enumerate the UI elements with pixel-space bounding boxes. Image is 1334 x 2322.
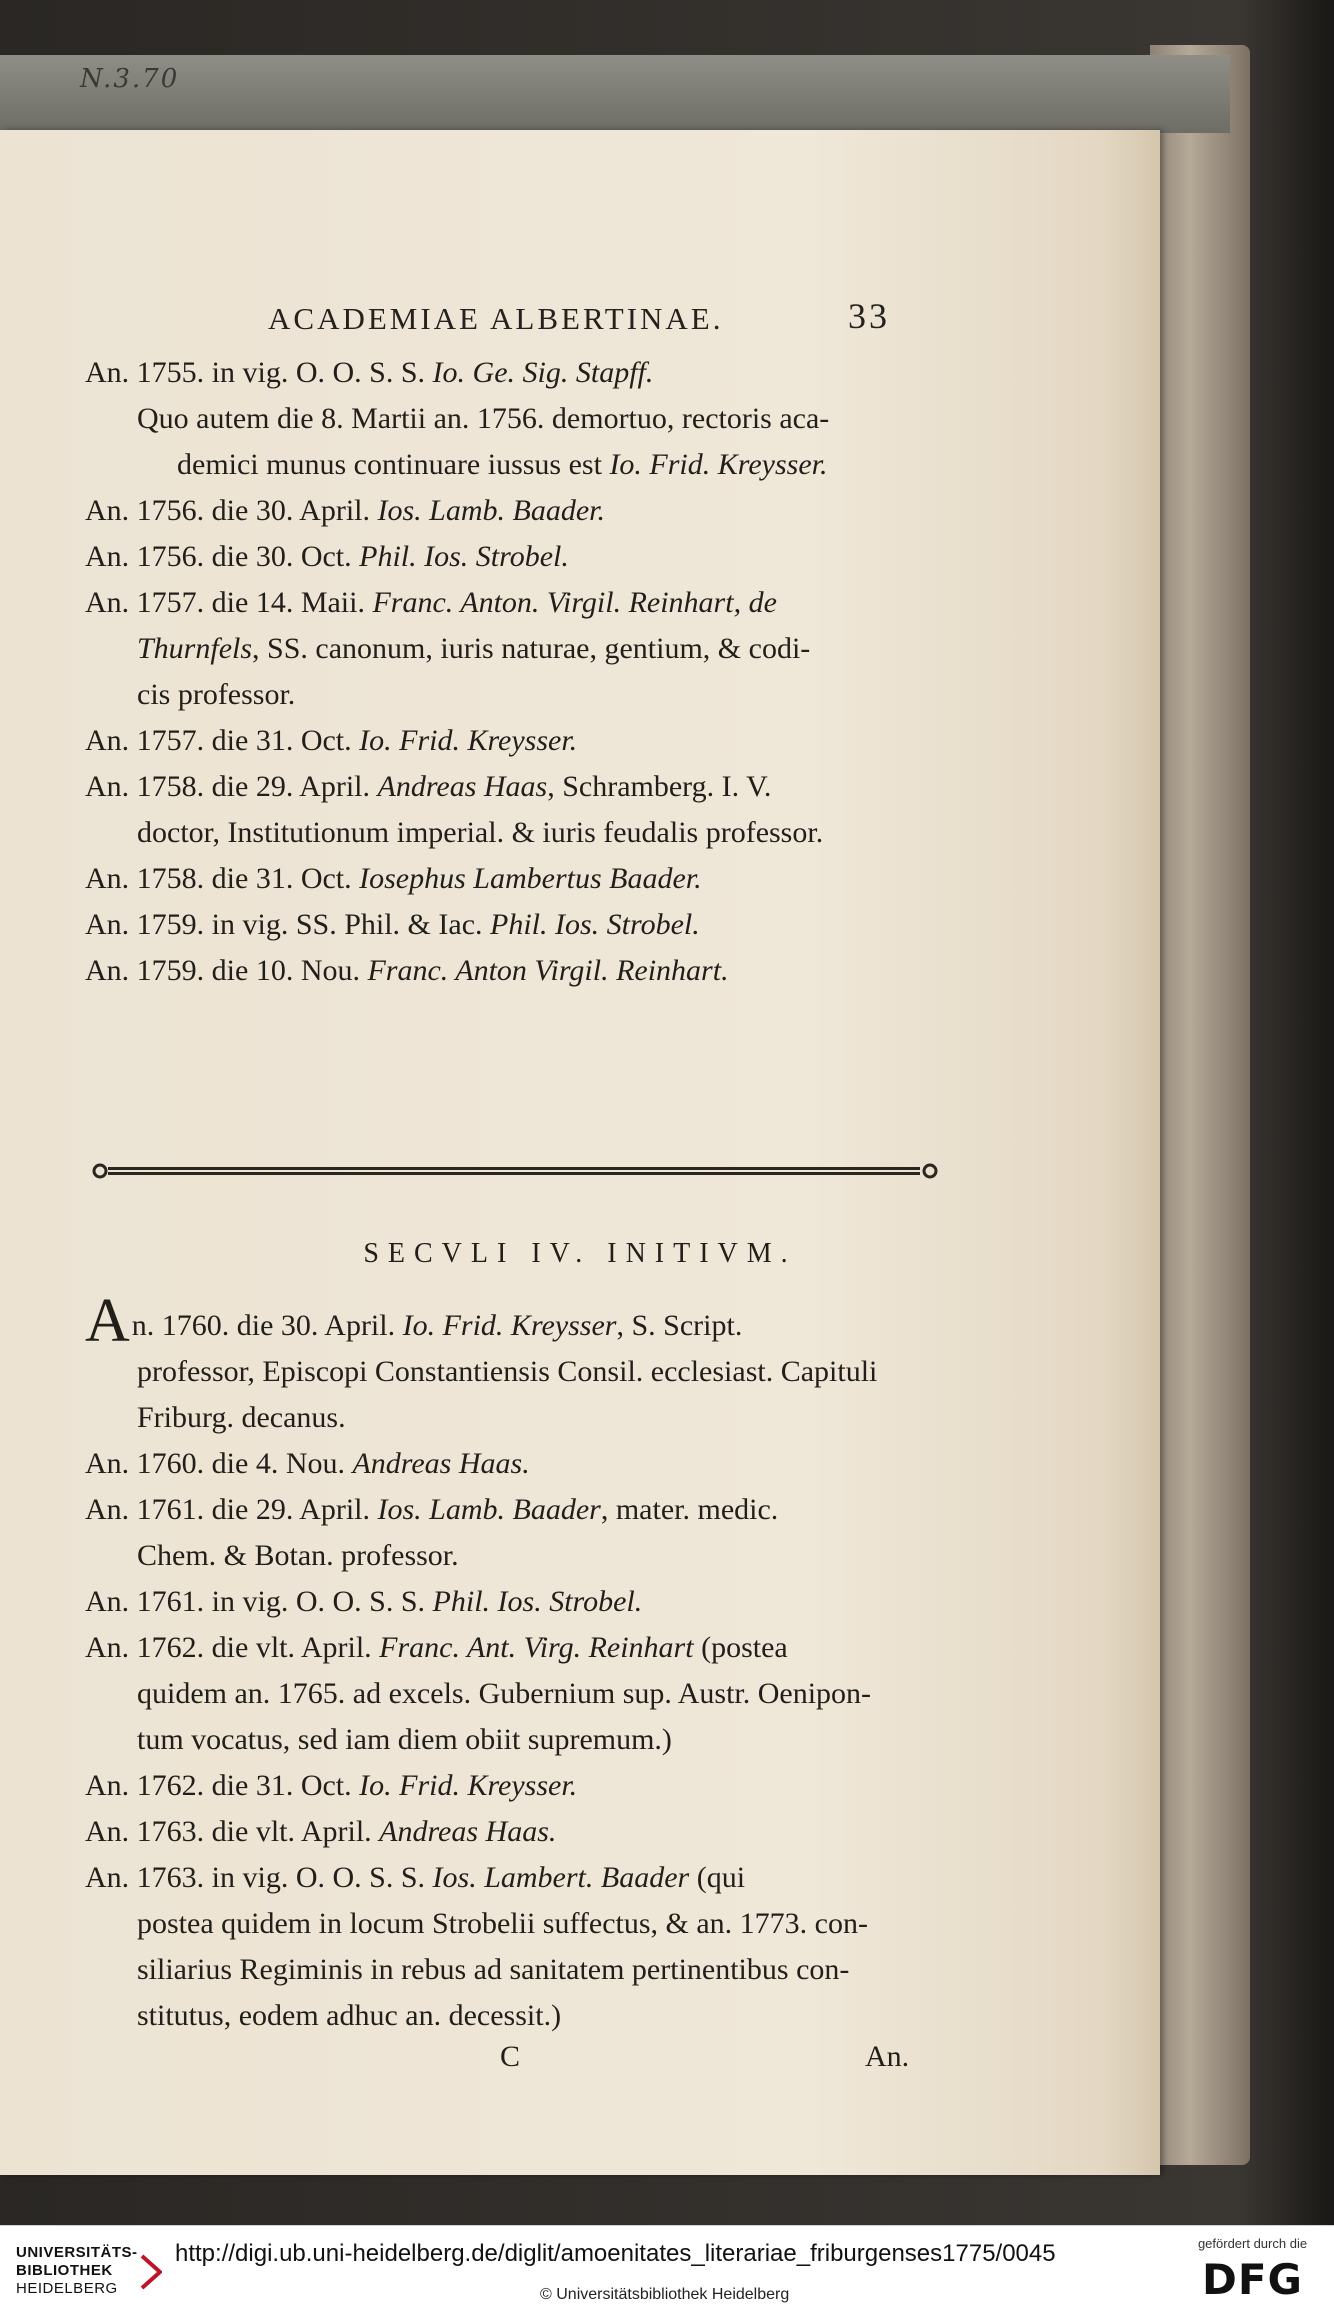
dfg-logo-block[interactable] [1180, 2236, 1325, 2316]
entry-name: Franc. Ant. Virg. Reinhart [379, 1631, 694, 1664]
entry-line [85, 580, 965, 626]
entries-bottom [85, 1287, 965, 2039]
entry-text: demici munus continuare iussus est [177, 448, 610, 481]
entry-text: quidem an. 1765. ad excels. Gubernium sup. Austr. Oenipon- [137, 1677, 872, 1710]
entry-name: Iosephus Lambertus Baader. [359, 862, 702, 895]
entry-text: professor, Episcopi Constantiensis Consil. ecclesiast. Capituli [137, 1355, 878, 1388]
register-entry [85, 1809, 965, 1855]
entry-text: n. 1760. die 30. April. [131, 1309, 403, 1342]
register-entry [85, 1441, 965, 1487]
register-entry [85, 1287, 965, 1441]
entry-name: Io. Frid. Kreysser. [359, 1769, 578, 1802]
register-entry [85, 948, 965, 994]
entry-text: Chem. & Botan. professor. [137, 1539, 459, 1572]
entry-text: An. 1761. in vig. O. O. S. S. [85, 1585, 433, 1618]
entry-text: An. 1762. die 31. Oct. [85, 1769, 360, 1802]
entry-text: An. 1760. die 4. Nou. [85, 1447, 353, 1480]
entry-text: , mater. medic. [600, 1493, 779, 1526]
copyright-notice: © Universitätsbibliothek Heidelberg [540, 2286, 790, 2303]
register-entry [85, 488, 965, 534]
entry-name: Phil. Ios. Strobel. [359, 540, 569, 573]
entry-text: An. 1763. in vig. O. O. S. S. [85, 1861, 433, 1894]
entry-name: Ios. Lamb. Baader. [377, 494, 606, 527]
entry-text: tum vocatus, sed iam diem obiit supremum.) [137, 1723, 672, 1756]
entry-line [85, 856, 965, 902]
book-page [0, 130, 1160, 2175]
entry-line [85, 1993, 965, 2039]
entry-line [85, 810, 965, 856]
entry-text: An. 1762. die vlt. April. [85, 1631, 380, 1664]
register-entry [85, 1487, 965, 1579]
entry-line [85, 1809, 965, 1855]
entry-text: An. 1761. die 29. April. [85, 1493, 378, 1526]
entry-name: Franc. Anton Virgil. Reinhart. [367, 954, 729, 987]
entry-line [85, 672, 965, 718]
entry-text: An. 1763. die vlt. April. [85, 1815, 380, 1848]
entry-text: Friburg. decanus. [137, 1401, 346, 1434]
register-entry [85, 1855, 965, 2039]
entry-text: doctor, Institutionum imperial. & iuris feudalis professor. [137, 816, 824, 849]
entry-line [85, 1625, 965, 1671]
register-entry [85, 718, 965, 764]
entry-name: Phil. Ios. Strobel. [490, 908, 700, 941]
entry-name: Io. Frid. Kreysser. [609, 448, 828, 481]
page-signature [0, 2040, 1160, 2080]
entry-text: Quo autem die 8. Martii an. 1756. demortuo, rectoris aca- [137, 402, 830, 435]
entry-name: Andreas Haas. [352, 1447, 530, 1480]
entry-text: An. 1757. die 14. Maii. [85, 586, 373, 619]
signature-mark: C [500, 2040, 521, 2073]
entry-text: An. 1756. die 30. Oct. [85, 540, 360, 573]
register-entry [85, 902, 965, 948]
entry-text: An. 1759. die 10. Nou. [85, 954, 368, 987]
entry-line [85, 534, 965, 580]
drop-cap: A [85, 1287, 130, 1355]
permalink-url[interactable]: http://digi.ub.uni-heidelberg.de/diglit/amoenitates_literariae_friburgenses1775/0045 [175, 2240, 1056, 2267]
entry-name: Phil. Ios. Strobel. [432, 1585, 643, 1618]
entry-text: An. 1755. in vig. O. O. S. S. [85, 356, 433, 389]
entry-name: Io. Ge. Sig. Stapff. [432, 356, 654, 389]
library-mark-icon [140, 2254, 162, 2290]
entries-top [85, 350, 965, 994]
entry-line [85, 1287, 965, 1355]
entry-text: stitutus, eodem adhuc an. decessit.) [137, 1999, 562, 2032]
entry-line [85, 1487, 965, 1533]
viewer-footer [0, 2225, 1334, 2322]
entry-line [85, 1579, 965, 1625]
entry-line [85, 1947, 965, 1993]
entry-line [85, 718, 965, 764]
entry-text: An. 1759. in vig. SS. Phil. & Iac. [85, 908, 491, 941]
shelfmark: N.3.70 [80, 64, 180, 94]
register-entry [85, 764, 965, 856]
entry-line [85, 1763, 965, 1809]
entry-text: cis professor. [137, 678, 296, 711]
entry-text: (postea [693, 1631, 788, 1664]
entry-text: An. 1757. die 31. Oct. [85, 724, 360, 757]
library-logo[interactable]: UNIVERSITÄTS- BIBLIOTHEK HEIDELBERG [16, 2244, 138, 2297]
entry-text: , S. Script. [616, 1309, 743, 1342]
entry-name: Andreas Haas [377, 770, 548, 803]
entry-text: (qui [689, 1861, 746, 1894]
dfg-caption: gefördert durch die [1197, 2236, 1308, 2251]
entry-line [85, 1855, 965, 1901]
ornament-rule [90, 1158, 940, 1184]
register-entry [85, 1579, 965, 1625]
running-title: ACADEMIAE ALBERTINAE. [268, 301, 724, 336]
entry-line [85, 948, 965, 994]
register-entry [85, 534, 965, 580]
entry-line [85, 902, 965, 948]
catchword: An. [865, 2040, 910, 2073]
section-title: SECVLI IV. INITIVM. [363, 1238, 797, 1269]
entry-line [85, 1349, 965, 1395]
running-head [240, 295, 890, 341]
entry-line [85, 350, 965, 396]
entry-text: siliarius Regiminis in rebus ad sanitatem pertinentibus con- [137, 1953, 850, 1986]
entry-line [85, 1441, 965, 1487]
entry-line [85, 1901, 965, 1947]
entry-line [85, 764, 965, 810]
entry-line [85, 396, 965, 442]
entry-line [85, 1671, 965, 1717]
entry-text: postea quidem in locum Strobelii suffectus, & an. 1773. con- [137, 1907, 868, 1940]
register-entry [85, 580, 965, 718]
register-entry [85, 396, 965, 488]
entry-name: Franc. Anton. Virgil. Reinhart, de [372, 586, 777, 619]
register-entry [85, 1763, 965, 1809]
register-entry [85, 1625, 965, 1763]
dfg-logo: DFG [1201, 2255, 1304, 2304]
entry-line [85, 1717, 965, 1763]
entry-name: Andreas Haas. [379, 1815, 557, 1848]
entry-name: Io. Frid. Kreysser. [359, 724, 578, 757]
book-edge [1150, 45, 1250, 2165]
register-entry [85, 856, 965, 902]
entry-text: An. 1756. die 30. April. [85, 494, 378, 527]
entry-text: An. 1758. die 31. Oct. [85, 862, 360, 895]
entry-line [85, 626, 965, 672]
entry-line [85, 1395, 965, 1441]
entry-line [85, 488, 965, 534]
entry-line [85, 442, 965, 488]
entry-name: Ios. Lambert. Baader [432, 1861, 690, 1894]
entry-text: , Schramberg. I. V. [547, 770, 772, 803]
entry-line [85, 1533, 965, 1579]
entry-name: Ios. Lamb. Baader [377, 1493, 601, 1526]
entry-name: Io. Frid. Kreysser [402, 1309, 617, 1342]
page-number: 33 [848, 296, 890, 336]
entry-name: Thurnfels [137, 632, 253, 665]
entry-text: An. 1758. die 29. April. [85, 770, 378, 803]
register-entry [85, 350, 965, 396]
entry-text: , SS. canonum, iuris naturae, gentium, & codi- [252, 632, 811, 665]
